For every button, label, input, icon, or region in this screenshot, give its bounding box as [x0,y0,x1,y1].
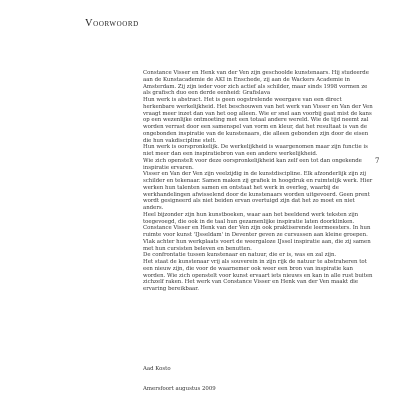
body-text [143,70,373,293]
paragraph: Wie zich openstelt voor deze oorspronkelijkheid kan zelf een tot dan ongekende inspiratie ervaren. [143,157,362,171]
paragraph: Het staat de kunstenaar vrij als souverein in zijn rijk de natuur te abstraheren tot een nieuw zijn, die voor de waarnemer ook weer een bron van inspiratie kan worden. Wie zich openstelt voor kunst ervaart iets nieuws en kan in alle rust buiten zichzelf raken. Het werk van Constance Visser en Henk van der Ven maakt die ervaring bereikbaar. [143,259,373,292]
paragraph: Visser en Van der Ven zijn veelzijdig in de kunstdiscipline. Elk afzonderlijk zijn zij schilder en tekenaar. Samen maken zij grafiek in hoogdruk en ruimtelijk werk. Hier werken hun talenten samen en ontstaat het werk in overleg, waarbij de werkhandelingen afwisselend door de kunstenaars worden uitgevoerd. Geen prent wordt gesigneerd als niet beiden ervan overtuigd zijn dat het zo moet en niet anders. [143,171,373,211]
paragraph: Heel bijzonder zijn hun kunstboeken, waar aan het beeldend werk teksten zijn toegevoegd, die ook in de taal hun gezamenlijke inspiratie laten doorklinken. [143,211,359,225]
page-number: 7 [375,157,380,165]
paragraph: Hun werk is abstract. Het is geen oogstrelende weergave van een direct herkenbare werkelijkheid. Het beschouwen van het werk van Visser en Van der Ven vraagt meer inzet dan van het oog alleen. Wie er snel aan voorbij gaat mist de kans op een wezenlijke ontmoeting met een totaal andere wereld. Wie de tijd neemt zal worden verrast door een samenspel van vorm en kleur, dat het resultaat is van de ongebonden inspiratie van de kunstenaars, die alleen gebonden zijn door de eisen die hun vakdiscipline stelt. [143,97,373,144]
paragraph: Hun werk is oorspronkelijk. De werkelijkheid is waargenomen maar zijn functie is niet meer dan een inspiratiebron van een andere werkelijkheid. [143,144,368,157]
place-date: Amersfoort augustus 2009 [143,385,216,392]
paragraph: Constance Visser en Henk van der Ven zijn geschoolde kunstenaars. Hij studeerde aan de Kunstacademie de AKI in Enschede, zij aan de Wackers Academie in Amsterdam. Zij zijn ieder voor zich actief als schilder, maar sinds 1998 vormen ze als grafisch duo een derde eenheid: Grafislava [143,70,369,97]
signature [143,366,216,393]
author-name: Aad Kosto [143,366,171,372]
page-title: Voorwoord [85,18,139,29]
paragraph: Constance Visser en Henk van der Ven zijn ook praktiserende leermeesters. In hun ruimte voor kunst 'IJsseldam' in Deventer geven ze cursussen aan kleine groepen. Vlak achter hun werkplaats voert de weergaloze IJssel inspiratie aan, die zij samen met hun cursisten beleven en benutten. [143,225,371,252]
paragraph: De confrontatie tussen kunstenaar en natuur, die er is, was en zal zijn. [143,252,337,259]
